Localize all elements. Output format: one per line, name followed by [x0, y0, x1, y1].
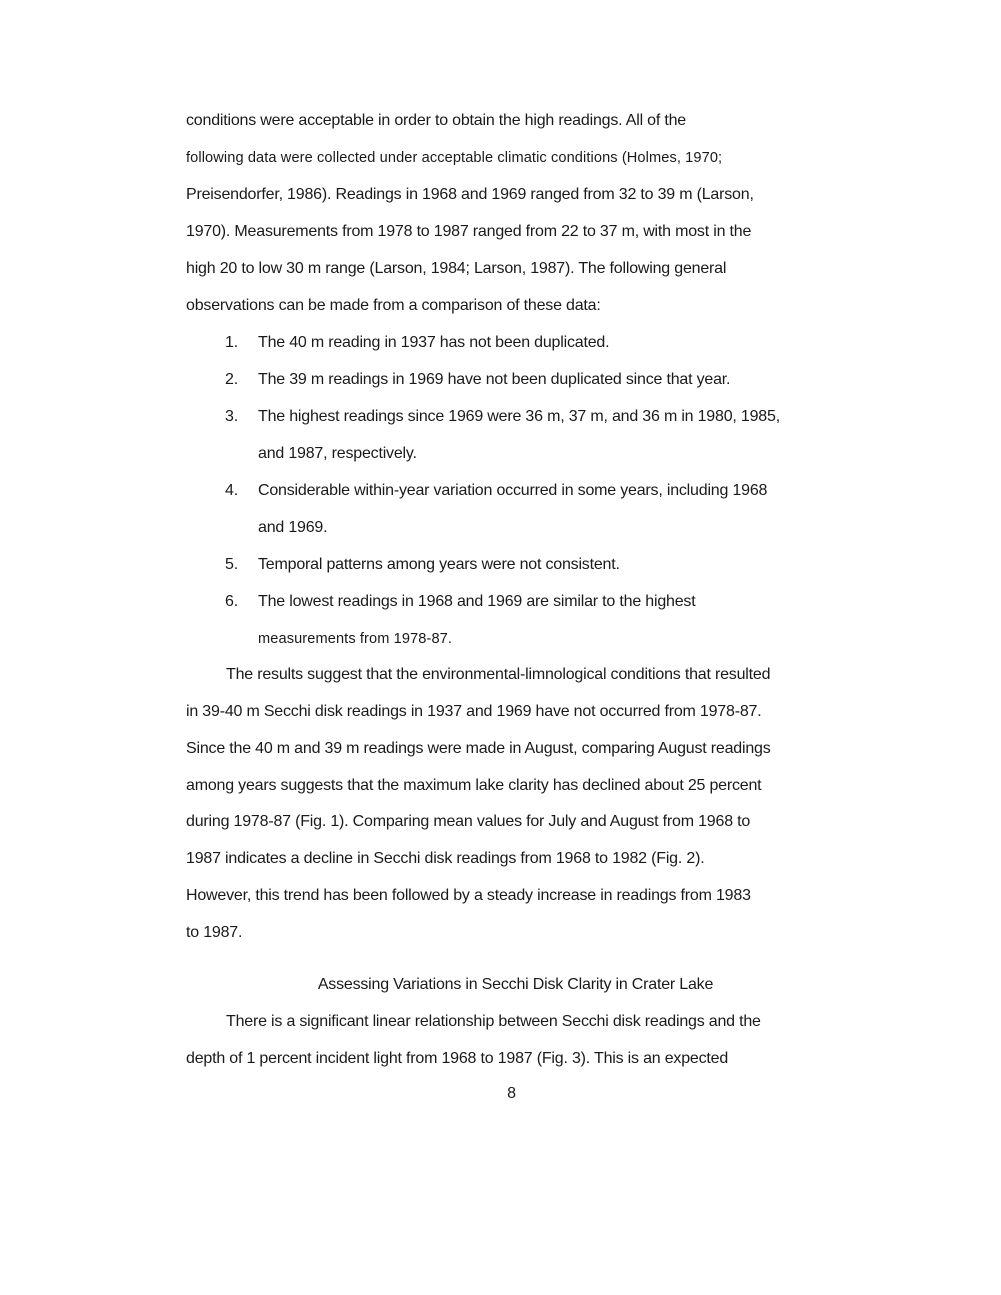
text-line: high 20 to low 30 m range (Larson, 1984; Larson, 1987). The following general [186, 260, 727, 277]
text-line: during 1978-87 (Fig. 1). Comparing mean values for July and August from 1968 to [186, 813, 751, 830]
text-line: observations can be made from a comparison of these data: [186, 297, 601, 314]
text-line: 1987 indicates a decline in Secchi disk readings from 1968 to 1982 (Fig. 2). [186, 850, 705, 867]
list-number: 1. [225, 334, 238, 351]
text-line: following data were collected under acceptable climatic conditions (Holmes, 1970; [186, 150, 723, 166]
list-number: 6. [225, 593, 238, 610]
text-line: depth of 1 percent incident light from 1968 to 1987 (Fig. 3). This is an expected [186, 1050, 729, 1067]
list-text: The 39 m readings in 1969 have not been duplicated since that year. [258, 371, 731, 388]
list-number: 3. [225, 408, 238, 425]
list-text-continuation: and 1987, respectively. [258, 445, 417, 462]
text-line: conditions were acceptable in order to obtain the high readings. All of the [186, 112, 687, 129]
list-text: The highest readings since 1969 were 36 m, 37 m, and 36 m in 1980, 1985, [258, 408, 780, 425]
list-text: Considerable within-year variation occurred in some years, including 1968 [258, 482, 768, 499]
list-number: 2. [225, 371, 238, 388]
list-text: The 40 m reading in 1937 has not been duplicated. [258, 334, 610, 351]
list-text-continuation: measurements from 1978-87. [258, 631, 453, 647]
list-text: Temporal patterns among years were not consistent. [258, 556, 620, 573]
list-number: 4. [225, 482, 238, 499]
text-line: There is a significant linear relationship between Secchi disk readings and the [226, 1013, 761, 1030]
text-line: to 1987. [186, 924, 243, 941]
text-line: Preisendorfer, 1986). Readings in 1968 and 1969 ranged from 32 to 39 m (Larson, [186, 186, 754, 203]
list-text: The lowest readings in 1968 and 1969 are similar to the highest [258, 593, 696, 610]
list-number: 5. [225, 556, 238, 573]
text-line: 1970). Measurements from 1978 to 1987 ranged from 22 to 37 m, with most in the [186, 223, 752, 240]
section-heading: Assessing Variations in Secchi Disk Clarity in Crater Lake [317, 976, 714, 993]
text-line: among years suggests that the maximum lake clarity has declined about 25 percent [186, 777, 762, 794]
list-text-continuation: and 1969. [258, 519, 328, 536]
text-line: The results suggest that the environmental-limnological conditions that resulted [226, 666, 771, 683]
text-line: in 39-40 m Secchi disk readings in 1937 and 1969 have not occurred from 1978-87. [186, 703, 762, 720]
page-number: 8 [507, 1085, 516, 1102]
text-line: Since the 40 m and 39 m readings were made in August, comparing August readings [186, 740, 771, 757]
text-line: However, this trend has been followed by a steady increase in readings from 1983 [186, 887, 751, 904]
